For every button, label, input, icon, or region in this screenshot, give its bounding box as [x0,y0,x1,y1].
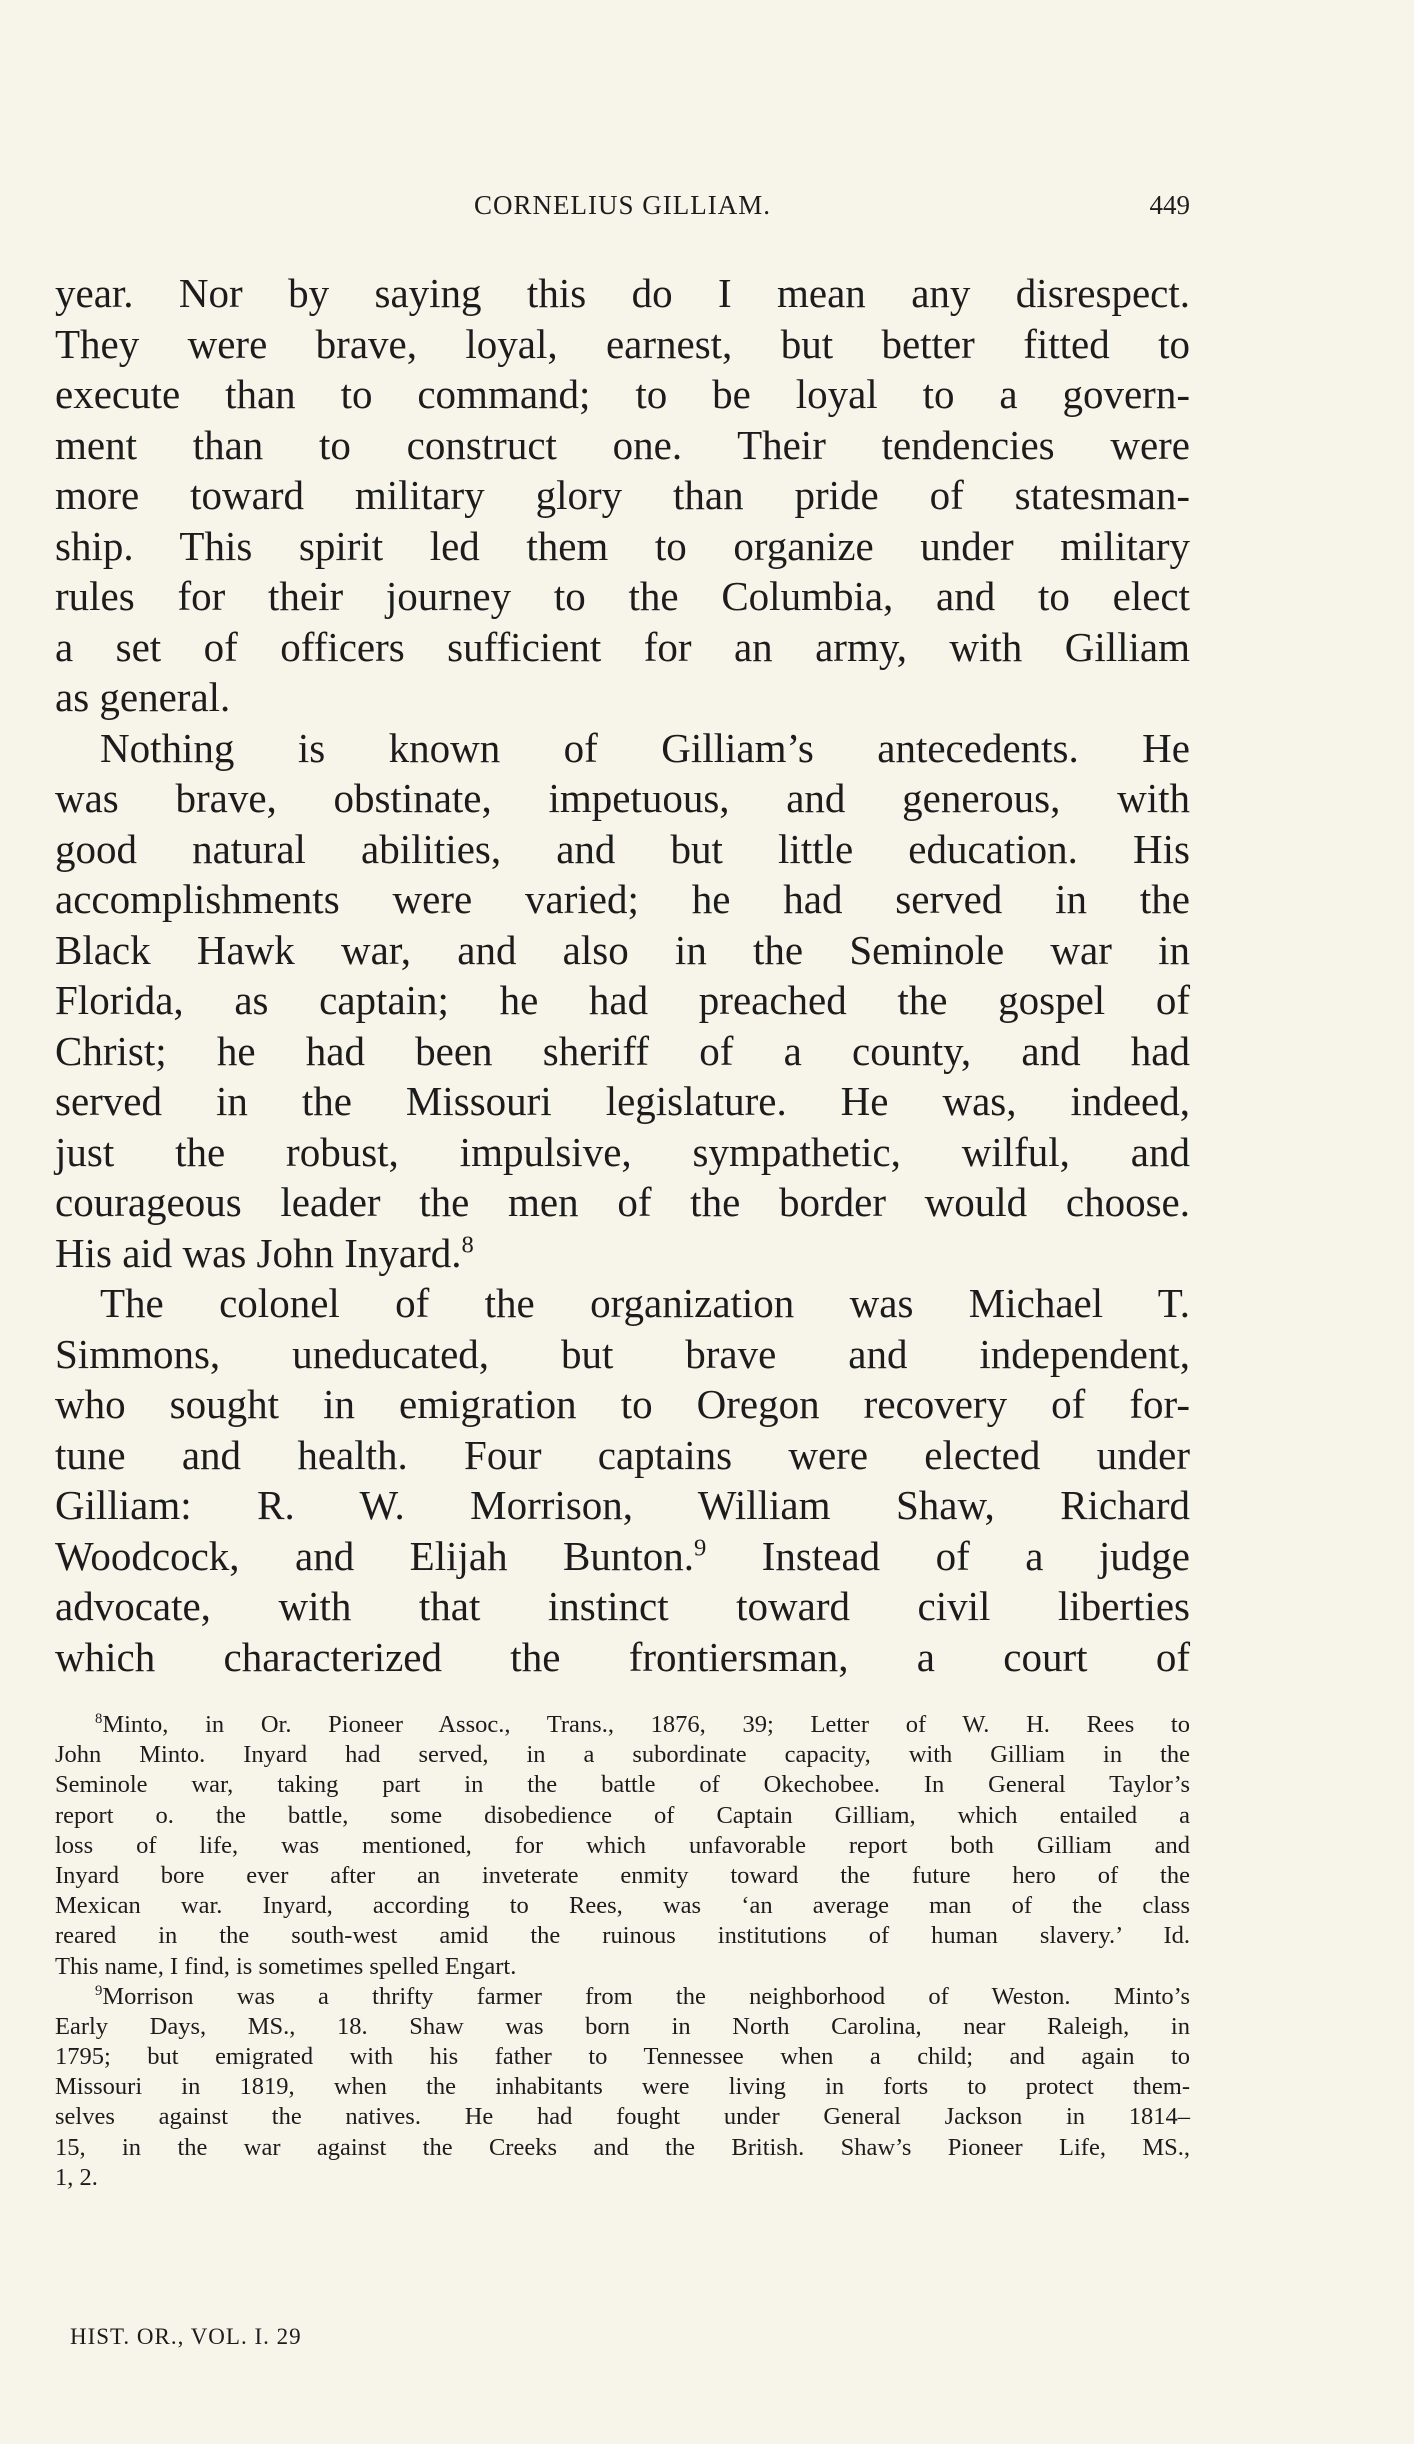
footnote-text: Morrison was a thrifty farmer from the neighborhood of Weston. Minto’s [102,1982,1190,2010]
body-text [55,268,1190,1682]
body-line-text: Woodcock, and Elijah Bunton. [55,1532,695,1579]
body-line: Nothing is known of Gilliam’s antecedents. He [100,724,1190,771]
body-line: which characterized the frontiersman, a court of [55,1633,1190,1680]
footnote-ref: 9 [694,1533,707,1561]
signature-mark: HIST. OR., VOL. I. 29 [70,2324,302,2349]
footnote-line: John Minto. Inyard had served, in a subordinate capacity, with Gilliam in the [55,1741,1190,1769]
body-line: courageous leader the men of the border would choose. [55,1179,1190,1225]
body-line-text: His aid was John Inyard. [55,1229,462,1276]
body-line: just the robust, impulsive, sympathetic, wilful, and [55,1128,1190,1175]
body-line: Simmons, uneducated, but brave and independent, [55,1330,1190,1377]
body-line: as general. [55,674,231,720]
body-line: Gilliam: R. W. Morrison, William Shaw, Richard [55,1482,1190,1528]
footnote-marker: 8 [95,1710,103,1727]
body-line: Florida, as captain; he had preached the gospel of [55,977,1190,1023]
body-line: advocate, with that instinct toward civil liberties [55,1583,1190,1629]
running-head [55,190,1190,230]
body-line: more toward military glory than pride of statesman- [55,472,1190,518]
footnote-line: 1, 2. [55,2163,98,2191]
footnote-ref: 8 [461,1230,474,1258]
page-number: 449 [1149,190,1190,220]
footnotes [55,1710,1190,2193]
footnote-line: Seminole war, taking part in the battle of Okechobee. In General Taylor’s [55,1771,1190,1799]
footnote-line: Mexican war. Inyard, according to Rees, was ‘an average man of the class [55,1892,1190,1920]
footnote-line: Early Days, MS., 18. Shaw was born in North Carolina, near Raleigh, in [55,2012,1190,2040]
body-line: rules for their journey to the Columbia, and to elect [55,573,1190,619]
body-line: ship. This spirit led them to organize under military [55,522,1190,569]
footnote-line: loss of life, was mentioned, for which unfavorable report both Gilliam and [55,1831,1190,1859]
body-line [55,1531,1190,1582]
footnote-line: selves against the natives. He had fought under General Jackson in 1814– [55,2103,1190,2131]
running-title: CORNELIUS GILLIAM. [474,190,771,220]
body-line: good natural abilities, and but little education. His [55,825,1190,872]
body-line: served in the Missouri legislature. He was, indeed, [55,1078,1190,1124]
footnote-line: Missouri in 1819, when the inhabitants were living in forts to protect them- [55,2073,1190,2101]
body-line: accomplishments were varied; he had served in the [55,876,1190,922]
footnote-marker: 9 [95,1982,103,1999]
body-line: Christ; he had been sheriff of a county, and had [55,1027,1190,1074]
body-line: execute than to command; to be loyal to a govern- [55,371,1190,417]
footnote-line: reared in the south-west amid the ruinous institutions of human slavery.’ Id. [55,1922,1190,1950]
footnote-line: report o. the battle, some disobedience of Captain Gilliam, which entailed a [55,1801,1190,1829]
body-line: year. Nor by saying this do I mean any disrespect. [55,270,1190,316]
footnote-line: Inyard bore ever after an inveterate enmity toward the future hero of the [55,1861,1190,1889]
footnote-line [55,1710,1190,1740]
footnote-line: 15, in the war against the Creeks and the British. Shaw’s Pioneer Life, MS., [55,2133,1190,2161]
footnote-text: Minto, in Or. Pioneer Assoc., Trans., 1876, 39; Letter of W. H. Rees to [102,1711,1190,1738]
body-line: who sought in emigration to Oregon recovery of for- [55,1381,1190,1427]
footnote-line: 1795; but emigrated with his father to Tennessee when a child; and again to [55,2043,1190,2071]
body-line: a set of officers sufficient for an army, with Gilliam [55,623,1190,670]
footnote-line [55,1982,1190,2012]
body-line: ment than to construct one. Their tendencies were [55,421,1190,468]
body-line-text: Instead of a judge [706,1532,1190,1579]
footnote-line: This name, I find, is sometimes spelled Engart. [55,1952,517,1980]
body-line: The colonel of the organization was Michael T. [100,1280,1190,1326]
body-line: They were brave, loyal, earnest, but better fitted to [55,320,1190,367]
body-line: tune and health. Four captains were elected under [55,1431,1190,1478]
body-line: was brave, obstinate, impetuous, and generous, with [55,775,1190,821]
body-line: Black Hawk war, and also in the Seminole war in [55,926,1190,973]
body-line [55,1228,1190,1279]
